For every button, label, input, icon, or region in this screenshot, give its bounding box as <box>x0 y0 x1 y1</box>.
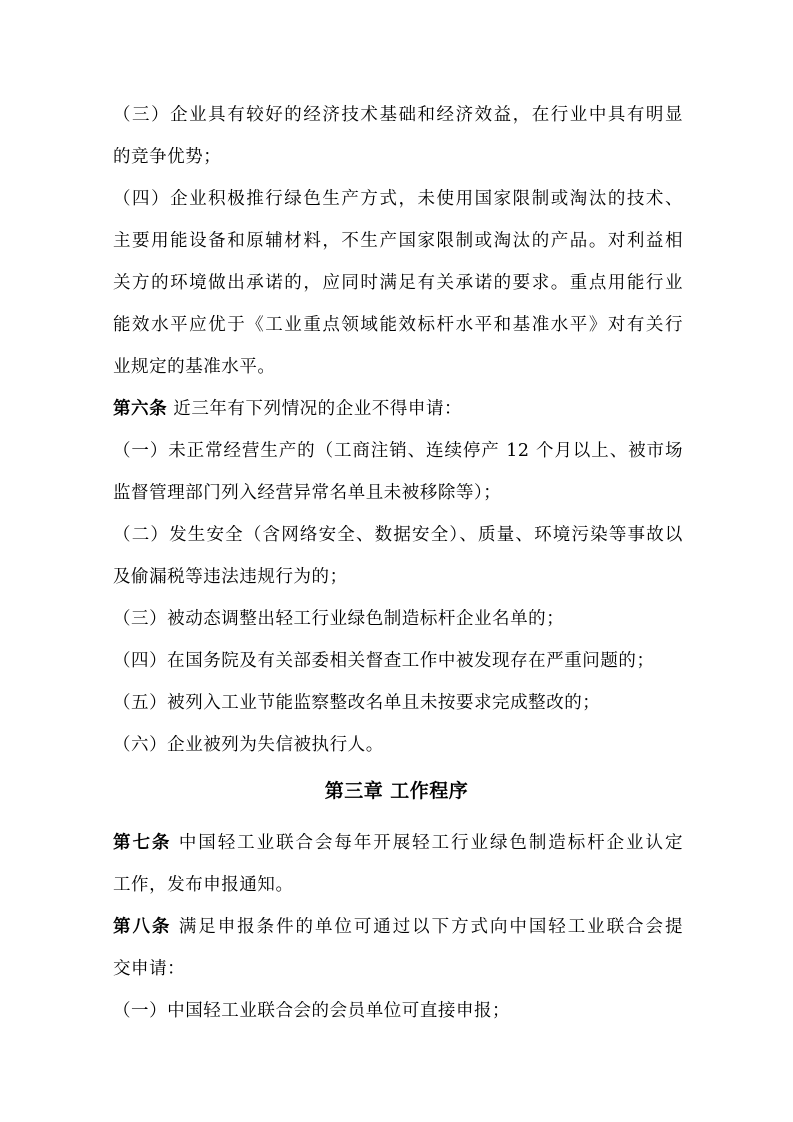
article-label: 第六条 <box>113 399 168 419</box>
paragraph-line: 业规定的基准水平。 <box>113 357 276 377</box>
article-8-line1 <box>113 915 683 939</box>
list-item-line: 及偷漏税等违法违规行为的； <box>113 567 348 587</box>
chapter-heading: 第三章 工作程序 <box>324 780 469 802</box>
article-label: 第八条 <box>113 917 172 937</box>
list-item-line: （二）发生安全（含网络安全、数据安全）、质量、环境污染等事故以 <box>113 525 683 545</box>
paragraph-line: 工作，发布申报通知。 <box>113 875 294 895</box>
list-item-line: 监督管理部门列入经营异常名单且未被移除等）； <box>113 483 502 503</box>
article-label: 第七条 <box>113 833 172 853</box>
article-text: 满足申报条件的单位可通过以下方式向中国轻工业联合会提 <box>171 917 683 937</box>
paragraph-line: 主要用能设备和原辅材料，不生产国家限制或淘汰的产品。对利益相 <box>113 231 683 251</box>
list-item-line: （一）未正常经营生产的（工商注销、连续停产 12 个月以上、被市场 <box>113 441 683 461</box>
paragraph-line: （三）企业具有较好的经济技术基础和经济效益，在行业中具有明显 <box>113 105 683 125</box>
article-7-line1 <box>113 831 683 855</box>
article-text: 近三年有下列情况的企业不得申请： <box>167 399 463 419</box>
paragraph-line: 的竞争优势； <box>113 147 222 167</box>
list-item: （一）中国轻工业联合会的会员单位可直接申报； <box>113 1001 511 1021</box>
list-item: （四）在国务院及有关部委相关督查工作中被发现存在严重问题的； <box>113 651 655 671</box>
paragraph-line: 能效水平应优于《工业重点领域能效标杆水平和基准水平》对有关行 <box>113 315 683 335</box>
article-6 <box>113 397 683 421</box>
paragraph-line: 交申请： <box>113 959 186 979</box>
paragraph-line: （四）企业积极推行绿色生产方式，未使用国家限制或淘汰的技术、 <box>113 189 683 209</box>
list-item: （六）企业被列为失信被执行人。 <box>113 735 384 755</box>
paragraph-line: 关方的环境做出承诺的，应同时满足有关承诺的要求。重点用能行业 <box>113 273 683 293</box>
list-item: （三）被动态调整出轻工行业绿色制造标杆企业名单的； <box>113 609 565 629</box>
list-item: （五）被列入工业节能监察整改名单且未按要求完成整改的； <box>113 693 601 713</box>
article-text: 中国轻工业联合会每年开展轻工行业绿色制造标杆企业认定 <box>171 833 683 853</box>
